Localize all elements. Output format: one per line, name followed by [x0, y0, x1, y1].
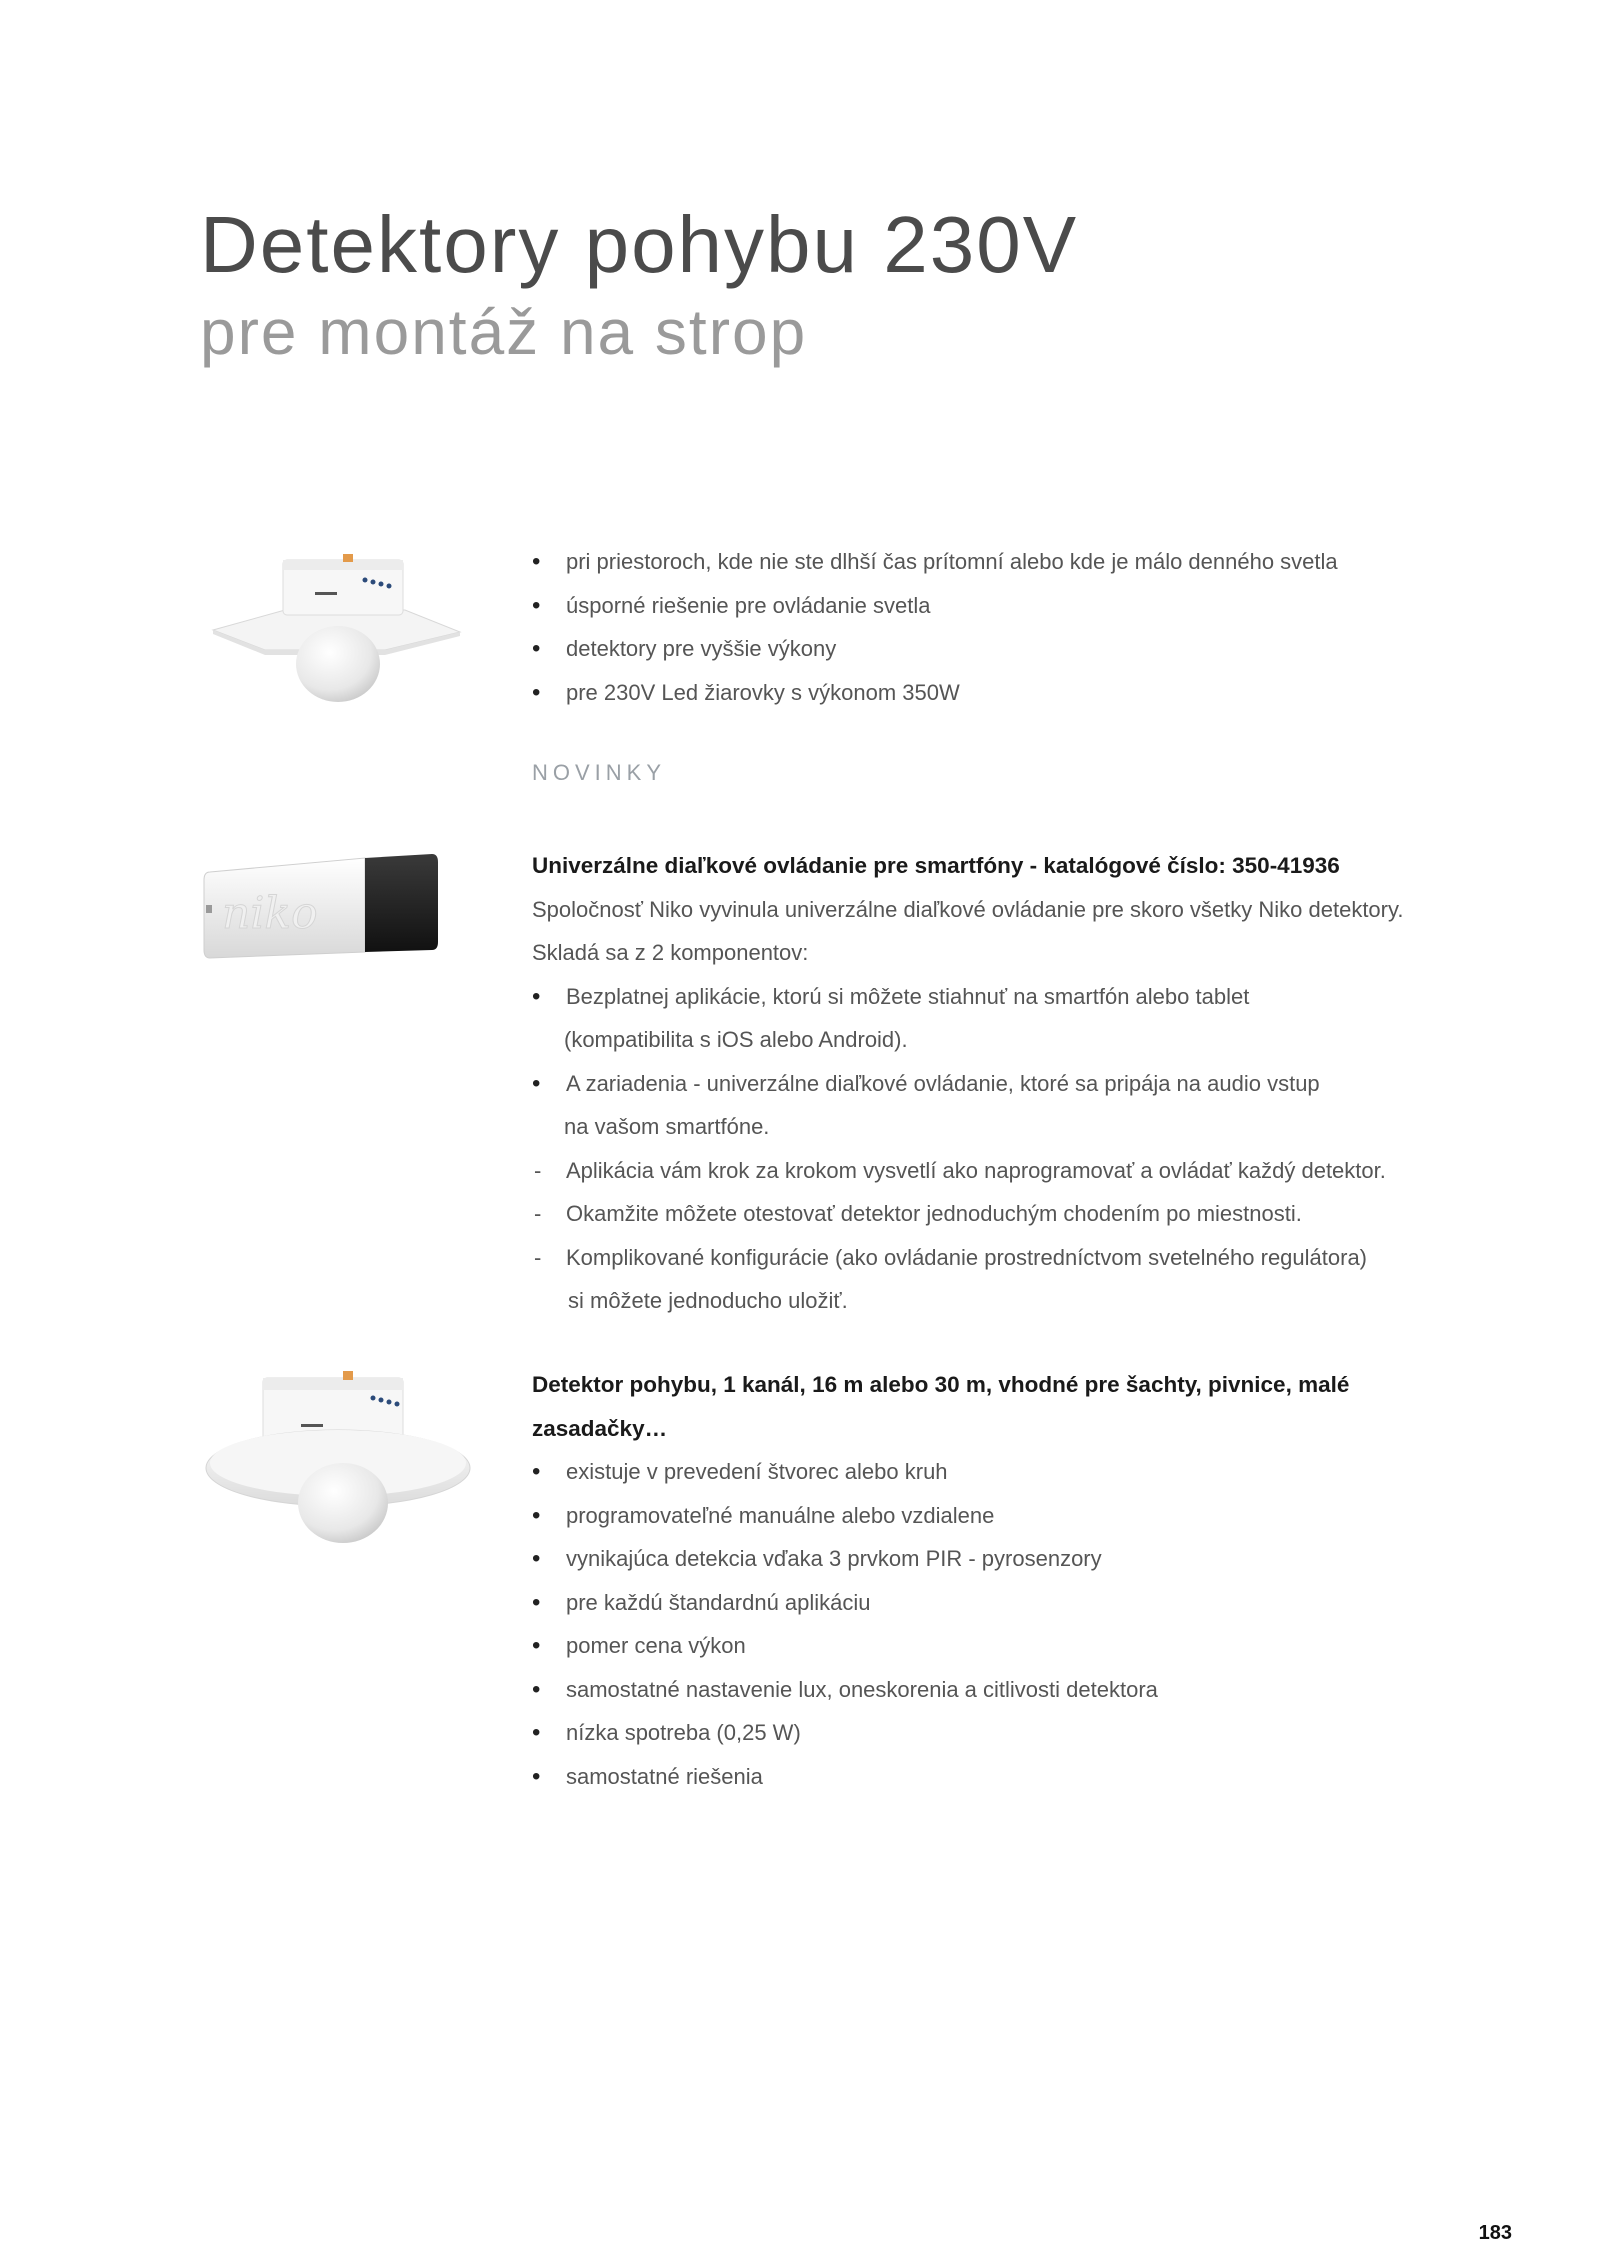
dash-item: - Aplikácia vám krok za krokom vysvetlí ako naprogramovať a ovládať každý detektor. — [532, 1149, 1532, 1193]
square-ceiling-detector-image — [205, 552, 470, 707]
list-item: • pri priestoroch, kde nie ste dlhší čas prítomní alebo kde je málo denného svetla — [532, 540, 1532, 584]
intro-bullet-list — [532, 540, 1532, 714]
list-item: • existuje v prevedení štvorec alebo kruh — [532, 1450, 1532, 1494]
section-heading: Univerzálne diaľkové ovládanie pre smartfóny - katalógové číslo: 350-41936 — [532, 853, 1340, 878]
niko-logo: niko — [222, 888, 318, 939]
list-item: • A zariadenia - univerzálne diaľkové ovládanie, ktoré sa pripája na audio vstup — [532, 1062, 1532, 1106]
page-title: Detektory pohybu 230V — [200, 200, 1079, 289]
list-item: • pre 230V Led žiarovky s výkonom 350W — [532, 671, 1532, 715]
list-item: • samostatné nastavenie lux, oneskorenia a citlivosti detektora — [532, 1668, 1532, 1712]
smartphone-remote-section — [532, 844, 1532, 1323]
section-heading-continuation: zasadačky… — [532, 1415, 668, 1441]
dash-item-continuation: si môžete jednoducho uložiť. — [568, 1288, 848, 1313]
list-item: • programovateľné manuálne alebo vzdialene — [532, 1494, 1532, 1538]
dash-item: - Okamžite môžete otestovať detektor jednoduchým chodením po miestnosti. — [532, 1192, 1532, 1236]
page-subtitle: pre montáž na strop — [200, 296, 808, 368]
motion-detector-section — [532, 1363, 1532, 1798]
section-heading: Detektor pohybu, 1 kanál, 16 m alebo 30 m, vhodné pre šachty, pivnice, malé — [532, 1372, 1350, 1397]
list-item: • pomer cena výkon — [532, 1624, 1532, 1668]
dash-item: - Komplikované konfigurácie (ako ovládanie prostredníctvom svetelného regulátora) — [532, 1236, 1532, 1280]
list-item: • vynikajúca detekcia vďaka 3 prvkom PIR - pyrosenzory — [532, 1537, 1532, 1581]
list-item: • pre každú štandardnú aplikáciu — [532, 1581, 1532, 1625]
round-ceiling-detector-image — [203, 1368, 473, 1553]
paragraph: Spoločnosť Niko vyvinula univerzálne diaľkové ovládanie pre skoro všetky Niko detektory. — [532, 896, 1404, 922]
list-item-continuation: na vašom smartfóne. — [564, 1114, 770, 1139]
paragraph: Skladá sa z 2 komponentov: — [532, 940, 809, 965]
list-item: • samostatné riešenia — [532, 1755, 1532, 1799]
list-item: • Bezplatnej aplikácie, ktorú si môžete stiahnuť na smartfón alebo tablet — [532, 975, 1532, 1019]
list-item-continuation: (kompatibilita s iOS alebo Android). — [564, 1027, 908, 1052]
list-item: • detektory pre vyššie výkony — [532, 627, 1532, 671]
novinky-label: NOVINKY — [532, 760, 667, 785]
list-item: • nízka spotreba (0,25 W) — [532, 1711, 1532, 1755]
page-number: 183 — [1478, 2222, 1512, 2244]
list-item: • úsporné riešenie pre ovládanie svetla — [532, 584, 1532, 628]
smartphone-remote-device-image — [200, 850, 440, 965]
